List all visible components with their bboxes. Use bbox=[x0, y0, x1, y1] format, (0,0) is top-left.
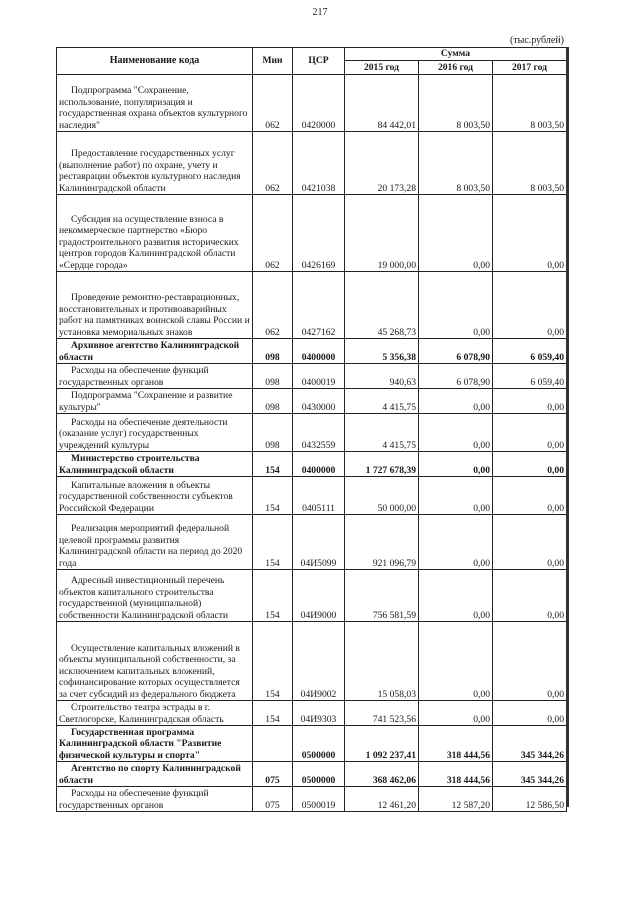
row-name-text: Расходы на обеспечение деятельности (оказание услуг) государственных учреждений культуры bbox=[59, 416, 228, 451]
row-csr-code: 04И9303 bbox=[293, 701, 345, 726]
row-value-2016: 318 444,56 bbox=[419, 762, 493, 787]
row-csr-code: 0400000 bbox=[293, 339, 345, 364]
table-row bbox=[57, 622, 567, 701]
row-min-code: 154 bbox=[253, 701, 293, 726]
row-csr-code: 0400000 bbox=[293, 452, 345, 477]
row-min-code: 154 bbox=[253, 570, 293, 622]
row-value-2016: 0,00 bbox=[419, 570, 493, 622]
row-min-code: 062 bbox=[253, 272, 293, 339]
row-csr-code: 04И9002 bbox=[293, 622, 345, 701]
row-min-code: 154 bbox=[253, 452, 293, 477]
scan-edge-shadow bbox=[566, 47, 569, 807]
row-value-2015: 4 415,75 bbox=[345, 414, 419, 452]
row-csr-code: 0420000 bbox=[293, 75, 345, 132]
row-value-2017: 8 003,50 bbox=[493, 75, 567, 132]
row-min-code: 062 bbox=[253, 132, 293, 195]
row-value-2016: 8 003,50 bbox=[419, 75, 493, 132]
row-value-2017: 0,00 bbox=[493, 477, 567, 515]
row-value-2015: 20 173,28 bbox=[345, 132, 419, 195]
row-value-2016: 0,00 bbox=[419, 414, 493, 452]
row-value-2017: 0,00 bbox=[493, 414, 567, 452]
table-row bbox=[57, 726, 567, 762]
row-value-2015: 84 442,01 bbox=[345, 75, 419, 132]
row-name bbox=[57, 622, 253, 701]
table-header bbox=[57, 48, 567, 75]
row-csr-code: 0427162 bbox=[293, 272, 345, 339]
row-csr-code: 0426169 bbox=[293, 195, 345, 272]
table-row bbox=[57, 414, 567, 452]
row-min-code: 062 bbox=[253, 75, 293, 132]
row-value-2016: 0,00 bbox=[419, 515, 493, 570]
row-value-2017: 0,00 bbox=[493, 570, 567, 622]
row-value-2017: 0,00 bbox=[493, 389, 567, 414]
units-label: (тыс.рублей) bbox=[509, 35, 564, 46]
table-row bbox=[57, 452, 567, 477]
row-name bbox=[57, 414, 253, 452]
row-value-2016: 0,00 bbox=[419, 477, 493, 515]
row-name-text: Подпрограмма "Сохранение и развитие культуры" bbox=[59, 390, 233, 413]
row-value-2015: 4 415,75 bbox=[345, 389, 419, 414]
table-row bbox=[57, 701, 567, 726]
header-name: Наименование кода bbox=[57, 48, 253, 75]
row-name bbox=[57, 452, 253, 477]
row-min-code: 075 bbox=[253, 762, 293, 787]
row-value-2016: 8 003,50 bbox=[419, 132, 493, 195]
row-value-2015: 45 268,73 bbox=[345, 272, 419, 339]
row-min-code: 154 bbox=[253, 477, 293, 515]
row-name-text: Государственная программа Калининградской области "Развитие физической культуры и спорта" bbox=[59, 726, 222, 761]
row-name-text: Капитальные вложения в объекты государственной собственности субъектов Российской Федерации bbox=[59, 479, 233, 514]
row-value-2016: 0,00 bbox=[419, 272, 493, 339]
header-year-2016: 2016 год bbox=[419, 61, 493, 75]
row-value-2016: 6 078,90 bbox=[419, 339, 493, 364]
row-value-2016: 318 444,56 bbox=[419, 726, 493, 762]
table-row bbox=[57, 787, 567, 812]
row-name-text: Подпрограмма "Сохранение, использование, популяризация и государственная охрана объектов культурного наследия" bbox=[59, 85, 248, 131]
row-value-2015: 741 523,56 bbox=[345, 701, 419, 726]
row-name-text: Субсидия на осуществление взноса в некоммерческое партнерство «Бюро градостроительного развития исторических центров городов Калининградской области «Сердце города» bbox=[59, 213, 239, 271]
row-name bbox=[57, 762, 253, 787]
row-name bbox=[57, 364, 253, 389]
table-row bbox=[57, 570, 567, 622]
row-value-2016: 0,00 bbox=[419, 701, 493, 726]
row-name bbox=[57, 75, 253, 132]
row-min-code: 098 bbox=[253, 339, 293, 364]
row-csr-code: 0500000 bbox=[293, 726, 345, 762]
row-value-2017: 0,00 bbox=[493, 701, 567, 726]
row-value-2017: 0,00 bbox=[493, 622, 567, 701]
row-value-2015: 756 581,59 bbox=[345, 570, 419, 622]
row-name bbox=[57, 570, 253, 622]
header-sum: Сумма bbox=[345, 48, 567, 61]
row-value-2017: 0,00 bbox=[493, 452, 567, 477]
row-name-text: Расходы на обеспечение функций государственных органов bbox=[59, 788, 209, 811]
header-csr: ЦСР bbox=[293, 48, 345, 75]
row-value-2017: 0,00 bbox=[493, 272, 567, 339]
row-value-2015: 368 462,06 bbox=[345, 762, 419, 787]
row-value-2016: 0,00 bbox=[419, 389, 493, 414]
row-csr-code: 04И9000 bbox=[293, 570, 345, 622]
row-min-code: 098 bbox=[253, 414, 293, 452]
header-year-2017: 2017 год bbox=[493, 61, 567, 75]
row-min-code: 098 bbox=[253, 389, 293, 414]
row-value-2015: 15 058,03 bbox=[345, 622, 419, 701]
row-min-code: 154 bbox=[253, 515, 293, 570]
row-name bbox=[57, 787, 253, 812]
row-name-text: Адресный инвестиционный перечень объектов капитального строительства государственной (муниципальной) собственности Калининградской области bbox=[59, 575, 229, 621]
row-csr-code: 0500000 bbox=[293, 762, 345, 787]
row-name-text: Осуществление капитальных вложений в объекты муниципальной собственности, за исключением капитальных вложений, софинансирование которых осуществляется за счет субсидий из федерального бюджета bbox=[59, 642, 240, 700]
row-min-code: 062 bbox=[253, 195, 293, 272]
table-row bbox=[57, 364, 567, 389]
row-value-2017: 12 586,50 bbox=[493, 787, 567, 812]
row-value-2017: 345 344,26 bbox=[493, 726, 567, 762]
row-name bbox=[57, 132, 253, 195]
header-year-2015: 2015 год bbox=[345, 61, 419, 75]
row-value-2015: 940,63 bbox=[345, 364, 419, 389]
table-body bbox=[57, 75, 567, 812]
table-row bbox=[57, 477, 567, 515]
row-name-text: Строительство театра эстрады в г. Светлогорске, Калининградская область bbox=[59, 702, 224, 725]
row-min-code bbox=[253, 726, 293, 762]
row-value-2015: 1 727 678,39 bbox=[345, 452, 419, 477]
table-row bbox=[57, 132, 567, 195]
table-row bbox=[57, 762, 567, 787]
row-name bbox=[57, 389, 253, 414]
row-min-code: 098 bbox=[253, 364, 293, 389]
row-value-2017: 345 344,26 bbox=[493, 762, 567, 787]
row-csr-code: 0430000 bbox=[293, 389, 345, 414]
row-name bbox=[57, 515, 253, 570]
row-csr-code: 04И5099 bbox=[293, 515, 345, 570]
page-number: 217 bbox=[312, 7, 328, 18]
row-value-2016: 0,00 bbox=[419, 195, 493, 272]
row-name-text: Министерство строительства Калининградской области bbox=[59, 453, 200, 476]
row-name bbox=[57, 477, 253, 515]
row-value-2015: 19 000,00 bbox=[345, 195, 419, 272]
row-csr-code: 0432559 bbox=[293, 414, 345, 452]
row-value-2016: 0,00 bbox=[419, 452, 493, 477]
row-value-2017: 8 003,50 bbox=[493, 132, 567, 195]
row-value-2015: 12 461,20 bbox=[345, 787, 419, 812]
row-name-text: Проведение ремонтно-реставрационных, восстановительных и противоаварийных работ на памятниках воинской славы России и установка мемориальных знаков bbox=[59, 292, 250, 338]
row-name-text: Расходы на обеспечение функций государственных органов bbox=[59, 365, 209, 388]
row-value-2015: 5 356,38 bbox=[345, 339, 419, 364]
row-name-text: Предоставление государственных услуг (выполнение работ) по охране, учету и реставрации объектов культурного наследия Калининградской области bbox=[59, 148, 241, 194]
row-csr-code: 0405111 bbox=[293, 477, 345, 515]
row-name-text: Архивное агентство Калининградской области bbox=[59, 340, 240, 363]
row-name-text: Реализация мероприятий федеральной целевой программы развития Калининградской области на период до 2020 года bbox=[59, 523, 243, 569]
row-name bbox=[57, 339, 253, 364]
row-name bbox=[57, 701, 253, 726]
row-value-2015: 921 096,79 bbox=[345, 515, 419, 570]
table-row bbox=[57, 195, 567, 272]
budget-table bbox=[56, 47, 567, 812]
table-row bbox=[57, 389, 567, 414]
row-value-2016: 12 587,20 bbox=[419, 787, 493, 812]
row-min-code: 154 bbox=[253, 622, 293, 701]
row-value-2015: 1 092 237,41 bbox=[345, 726, 419, 762]
row-value-2017: 6 059,40 bbox=[493, 339, 567, 364]
row-name bbox=[57, 195, 253, 272]
row-csr-code: 0400019 bbox=[293, 364, 345, 389]
row-name-text: Агентство по спорту Калининградской области bbox=[59, 763, 241, 786]
row-name bbox=[57, 272, 253, 339]
row-value-2016: 0,00 bbox=[419, 622, 493, 701]
row-value-2017: 0,00 bbox=[493, 195, 567, 272]
row-name bbox=[57, 726, 253, 762]
row-value-2016: 6 078,90 bbox=[419, 364, 493, 389]
table-row bbox=[57, 272, 567, 339]
row-csr-code: 0500019 bbox=[293, 787, 345, 812]
row-value-2017: 0,00 bbox=[493, 515, 567, 570]
table-row bbox=[57, 339, 567, 364]
header-min: Мин bbox=[253, 48, 293, 75]
table-row bbox=[57, 515, 567, 570]
row-value-2017: 6 059,40 bbox=[493, 364, 567, 389]
row-csr-code: 0421038 bbox=[293, 132, 345, 195]
row-min-code: 075 bbox=[253, 787, 293, 812]
row-value-2015: 50 000,00 bbox=[345, 477, 419, 515]
table-row bbox=[57, 75, 567, 132]
